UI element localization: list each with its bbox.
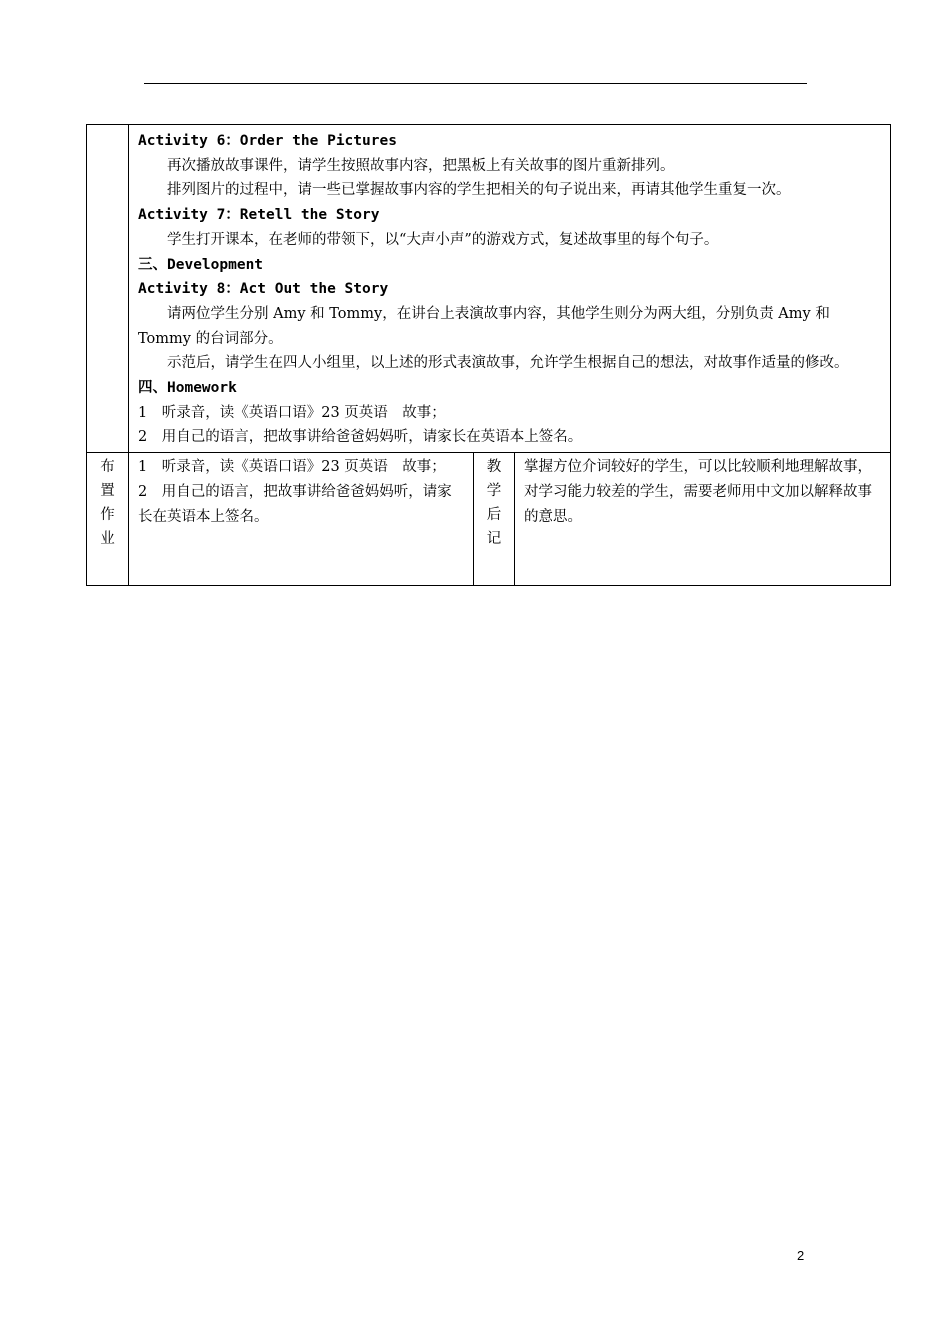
header-rule [144, 83, 807, 84]
assignment-content-cell [129, 453, 474, 586]
homework-item-2: 2 用自己的语言，把故事讲给爸爸妈妈听，请家长在英语本上签名。 [138, 429, 583, 446]
activity8-heading: Activity 8：Act Out the Story [138, 281, 389, 298]
assignment-label-cell [87, 453, 129, 586]
activity7-paragraph-1: 学生打开课本，在老师的带领下，以“大声小声”的游戏方式，复述故事里的每个句子。 [167, 231, 719, 248]
lesson-plan-table [86, 124, 891, 586]
assignment-label: 布置作业 [100, 459, 115, 548]
activity8-paragraph-1: 请两位学生分别 Amy 和 Tommy，在讲台上表演故事内容，其他学生则分为两大组，分别负责 Amy 和 Tommy 的台词部分。 [138, 305, 830, 347]
activity6-paragraph-1: 再次播放故事课件，请学生按照故事内容，把黑板上有关故事的图片重新排列。 [167, 157, 675, 174]
activity7-heading: Activity 7：Retell the Story [138, 207, 380, 224]
reflection-text: 掌握方位介词较好的学生，可以比较顺利地理解故事，对学习能力较差的学生，需要老师用中文加以解释故事的意思。 [524, 459, 872, 526]
section3-heading: 三、Development [138, 256, 264, 273]
reflection-label-cell [474, 453, 515, 586]
page-number: 2 [797, 1248, 805, 1263]
assignment-row [87, 453, 891, 586]
procedure-row [87, 125, 891, 453]
assignment-item-2: 2 用自己的语言，把故事讲给爸爸妈妈听，请家长在英语本上签名。 [138, 484, 452, 526]
activity6-paragraph-2: 排列图片的过程中，请一些已掌握故事内容的学生把相关的句子说出来，再请其他学生重复一次。 [167, 182, 791, 199]
reflection-content-cell [515, 453, 891, 586]
procedure-label-cell [87, 125, 129, 453]
assignment-item-1: 1 听录音，读《英语口语》23 页英语 故事； [138, 459, 446, 476]
homework-item-1: 1 听录音，读《英语口语》23 页英语 故事； [138, 404, 446, 421]
reflection-label: 教学后记 [486, 459, 502, 548]
section4-heading: 四、Homework [138, 380, 237, 397]
procedure-content-cell [129, 125, 891, 453]
activity6-heading: Activity 6：Order the Pictures [138, 133, 397, 149]
activity8-paragraph-2: 示范后，请学生在四人小组里，以上述的形式表演故事，允许学生根据自己的想法，对故事作适量的修改。 [167, 355, 849, 372]
